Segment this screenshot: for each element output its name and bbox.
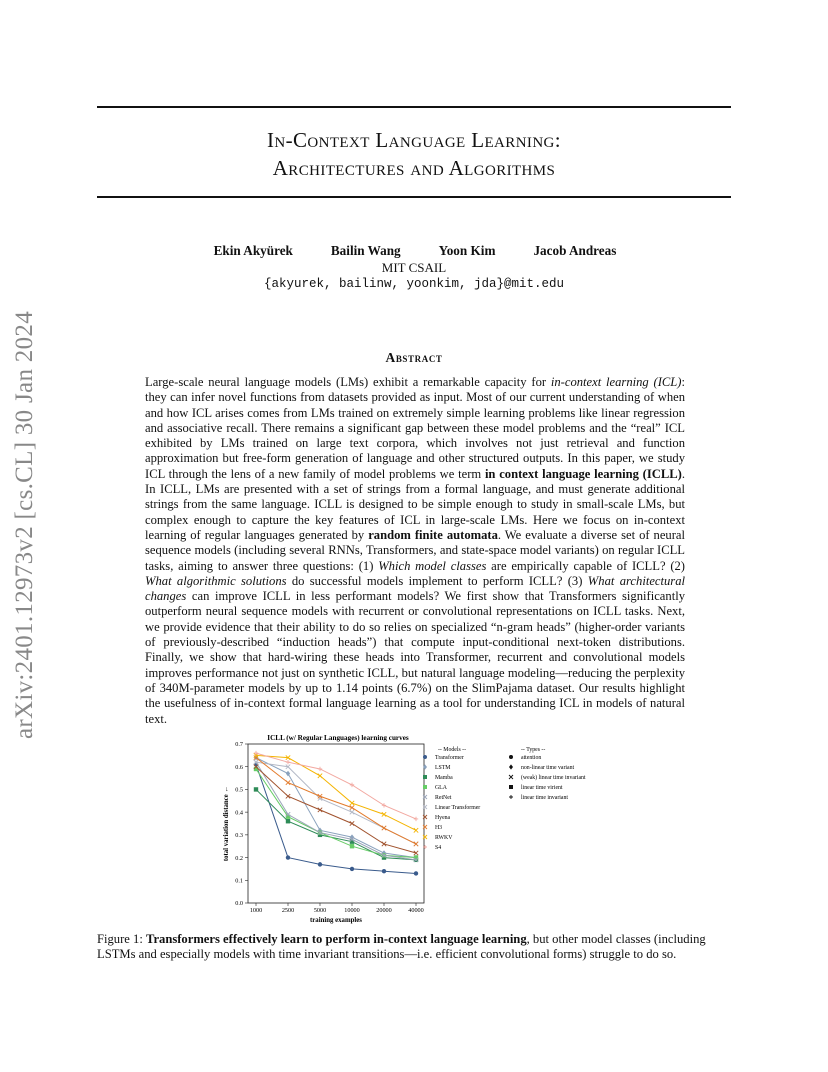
- legend-entry: Hyena: [435, 815, 451, 821]
- abstract-bold: in context language learning (ICLL): [484, 466, 682, 481]
- top-rule: [97, 106, 731, 108]
- author-1: Ekin Akyürek: [213, 243, 293, 258]
- abstract-part: Large-scale neural language models (LMs) exhibit a remarkable capacity for: [145, 375, 551, 389]
- author-2: Bailin Wang: [330, 243, 401, 258]
- type-legend-marker: [509, 795, 513, 799]
- y-tick-label: 0.0: [235, 900, 243, 908]
- abstract-bold: random finite automata: [368, 527, 498, 542]
- author-list: [180, 243, 650, 259]
- abstract-part: can improve ICLL in less performant models? We first show that Transformers significantly outperform neural sequence models with recurrent or convolutional representations on ICLL tasks. Next, we provide evidence that their ability to do so relies on specialized “n-gram heads” (higher-order variants of previously-described “induction heads”) that compute input-conditional next-token distributions. Finally, we show that hard-wiring these heads into Transformer, recurrent and convolutional models improves performance not just on synthetic ICLL, but natural language modeling—reducing the perplexity of 340M-parameter models by up to 1.14 points (6.7%) on the SlimPajama dataset. Our results highlight the usefulness of in-context formal language learning as a tool for understanding ICL in models of natural text.: [145, 589, 685, 726]
- legend-entry: GLA: [435, 785, 447, 791]
- series-line-mamba: [256, 789, 416, 859]
- arxiv-id: arXiv:2401.12973v2 [cs.CL] 30 Jan 2024: [11, 310, 38, 740]
- legend-marker: [423, 785, 427, 789]
- data-point-transformer: [318, 862, 322, 866]
- caption-label: Figure 1:: [97, 932, 146, 946]
- data-point-s4: [286, 760, 290, 764]
- abstract-part: . We evaluate a diverse set of neural sequence models (including several RNNs, Transformers, and state-space model variants) on regular ICLL tasks, aiming to answer three questions: (1): [145, 527, 686, 573]
- x-tick-label: 5000: [313, 907, 327, 914]
- data-point-s4: [414, 817, 418, 821]
- abstract-italic: Which model classes: [378, 558, 487, 573]
- abstract-italic: in-context learning (ICL): [550, 375, 682, 389]
- legend-entry: H3: [435, 825, 443, 831]
- x-tick-label: 20000: [376, 907, 392, 914]
- caption-bold: Transformers effectively learn to perform in-context language learning: [145, 932, 527, 946]
- x-tick-label: 2500: [281, 907, 295, 914]
- data-point-hyena: [350, 821, 354, 825]
- series-line-s4: [256, 753, 416, 819]
- figure-caption: [97, 932, 737, 963]
- data-point-mamba: [286, 819, 290, 823]
- series-line-hyena: [256, 767, 416, 853]
- type-legend-entry: non-linear time variant: [521, 765, 575, 771]
- data-point-transformer: [286, 855, 290, 859]
- legend-entry: Transformer: [435, 755, 464, 761]
- type-legend-marker: [509, 764, 513, 769]
- legend-entry: RetNet: [435, 795, 452, 801]
- y-axis-label: total variation distance ←: [223, 785, 230, 862]
- y-tick-label: 0.6: [235, 763, 243, 771]
- legend-entry: Linear Transformer: [435, 805, 481, 811]
- data-point-rwkv: [350, 801, 354, 805]
- x-tick-label: 1000: [249, 907, 263, 914]
- abstract-italic: What algorithmic solutions: [145, 573, 287, 588]
- paper-title: [97, 126, 731, 182]
- legend-entry: LSTM: [435, 765, 451, 771]
- data-point-transformer: [382, 869, 386, 873]
- data-point-s4: [254, 751, 258, 755]
- abstract-italic: What architectural changes: [145, 573, 685, 604]
- data-point-h3: [382, 826, 386, 830]
- series-line-lstm: [256, 758, 416, 858]
- data-point-s4: [318, 767, 322, 771]
- type-legend-marker: [509, 785, 513, 789]
- data-point-rwkv: [318, 774, 322, 778]
- data-point-linear-transformer: [350, 810, 354, 814]
- data-point-gla: [350, 844, 354, 848]
- legend-entry: RWKV: [435, 835, 453, 841]
- learning-curves-chart: [215, 730, 595, 925]
- data-point-h3: [286, 780, 290, 784]
- x-tick-label: 10000: [344, 907, 360, 914]
- author-emails: {akyurek, bailinw, yoonkim, jda}@mit.edu: [263, 277, 565, 291]
- plot-frame: [248, 744, 424, 903]
- y-tick-label: 0.4: [235, 809, 243, 817]
- data-point-rwkv: [414, 828, 418, 832]
- abstract-text: [145, 375, 685, 727]
- type-legend-entry: attention: [521, 755, 542, 761]
- caption-rest: , but other model classes (including LSTMs and especially models with time invariant transitions—i.e. efficient convolutional forms) struggle to do so.: [97, 932, 706, 962]
- data-point-rwkv: [382, 812, 386, 816]
- author-4: Jacob Andreas: [533, 243, 617, 258]
- data-point-mamba: [254, 787, 258, 791]
- legend-marker: [423, 755, 427, 759]
- legend-marker: [423, 775, 427, 779]
- series-line-transformer: [256, 764, 416, 873]
- data-point-gla: [414, 855, 418, 859]
- author-3: Yoon Kim: [438, 243, 496, 258]
- y-tick-label: 0.1: [235, 877, 243, 885]
- y-tick-label: 0.7: [235, 741, 243, 749]
- abstract-part: . In ICLL, LMs are presented with a set of strings from a formal language, and must generate additional strings from the same language. ICLL is designed to be simple enough to study in small-scale LMs, but complex enough to capture the key features of ICL in large-scale LMs. Here we focus on in-context learning of regular languages generated by: [145, 466, 685, 542]
- series-line-rwkv: [256, 755, 416, 830]
- bottom-rule: [97, 196, 731, 198]
- data-point-hyena: [286, 794, 290, 798]
- affiliation: MIT CSAIL: [381, 260, 447, 275]
- title-line-1: In-Context Language Learning:: [266, 128, 562, 152]
- data-point-hyena: [318, 808, 322, 812]
- data-point-h3: [350, 805, 354, 809]
- legend-entry: S4: [435, 845, 442, 851]
- legend-entry: Mamba: [435, 775, 453, 781]
- abstract-part: do successful models implement to perform ICLL? (3): [286, 573, 588, 588]
- type-legend-entry: linear time invariant: [521, 795, 569, 801]
- abstract-part: : they can infer novel functions from datasets provided as input. Most of our current understanding of when and how ICL arises comes from LMs trained on extremely simple learning problems like linear regression and associative recall. There remains a significant gap between these model problems and the “real” ICL exhibited by LMs trained on large text corpora, which involves not just retrieval and function approximation but free-form generation of language and other structured outputs. In this paper, we study ICL through the lens of a new family of model problems we term: [145, 375, 685, 481]
- type-legend-entry: linear time virient: [521, 785, 563, 791]
- title-line-2: Architectures and Algorithms: [272, 156, 556, 180]
- y-tick-label: 0.5: [235, 786, 243, 794]
- type-legend-marker: [509, 755, 513, 759]
- data-point-gla: [254, 767, 258, 771]
- arxiv-sidebar: [10, 295, 40, 755]
- y-tick-label: 0.3: [235, 832, 243, 840]
- type-legend-entry: (weak) linear time invariant: [521, 775, 586, 781]
- type-legend-marker: [509, 775, 513, 779]
- abstract-part: are empirically capable of ICLL? (2): [486, 558, 685, 573]
- data-point-h3: [414, 842, 418, 846]
- abstract-heading: Abstract: [385, 350, 443, 365]
- data-point-transformer: [350, 867, 354, 871]
- chart-title: ICLL (w/ Regular Languages) learning curves: [267, 734, 409, 742]
- x-tick-label: 40000: [408, 907, 424, 914]
- data-point-transformer: [414, 871, 418, 875]
- data-point-h3: [318, 794, 322, 798]
- legend-models-title: -- Models --: [438, 747, 467, 753]
- y-tick-label: 0.2: [235, 854, 243, 862]
- x-axis-label: training examples: [310, 917, 362, 924]
- legend-types-title: -- Types --: [521, 747, 546, 753]
